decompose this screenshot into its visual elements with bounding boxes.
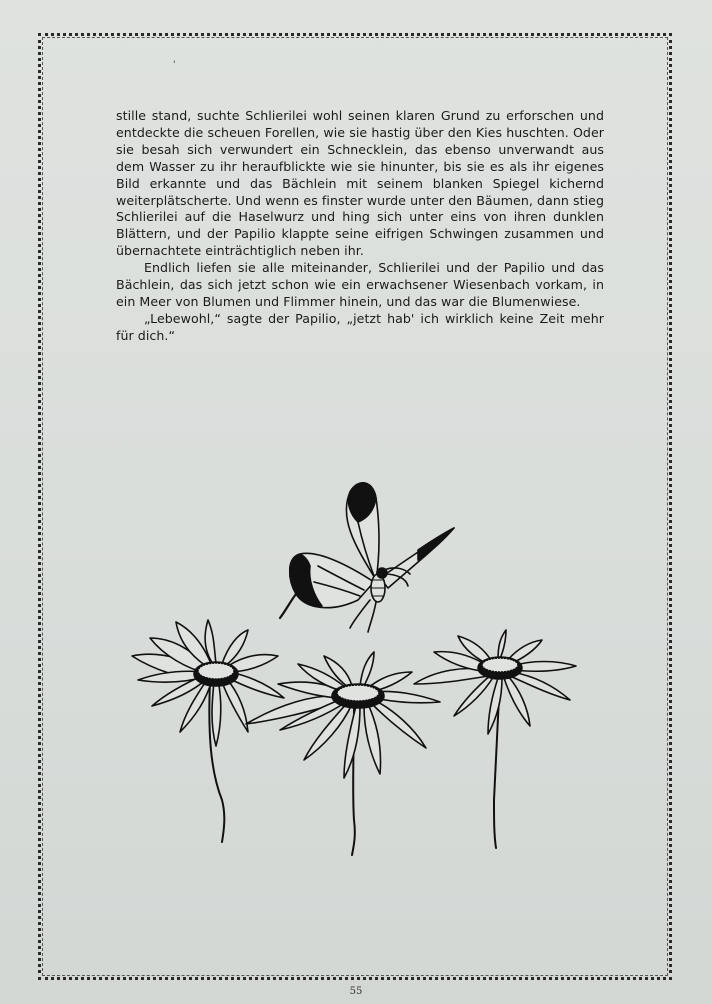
page-number: 55 (349, 986, 363, 997)
daisy-center-icon (246, 652, 440, 855)
stray-mark: ' (173, 60, 176, 70)
butterfly-daisies-illustration (118, 470, 598, 870)
story-text (116, 108, 604, 345)
butterfly-icon (280, 483, 454, 632)
paragraph-1: stille stand, suchte Schlierilei wohl seinen klaren Grund zu erforschen und entdeckte die scheuen Forellen, wie sie hastig über den Kies huschten. Oder sie besah sich verwundert ein Schnecklein, das ebenso unverwandt aus dem Wasser zu ihr heraufblickte wie sie hinunter, bis sie es als ihr eigenes Bild erkannte und das Bächlein mit seinem blanken Spiegel kichernd weiterplätscherte. Und wenn es finster wurde unter den Bäumen, dann stieg Schlierilei auf die Haselwurz und hing sich unter eins von ihren dunklen Blättern, und der Papilio klappte seine eifrigen Schwingen zusammen und übernachtete einträchtiglich neben ihr. (116, 108, 604, 259)
daisy-left-icon (132, 620, 284, 842)
paragraph-3: „Lebewohl,“ sagte der Papilio, „jetzt hab' ich wirklich keine Zeit mehr für dich.“ (116, 310, 604, 343)
daisy-right-icon (414, 630, 576, 848)
paragraph-2: Endlich liefen sie alle miteinander, Schlierilei und der Papilio und das Bächlein, das sich jetzt schon wie ein erwachsener Wiesenbach vorkam, in ein Meer von Blumen und Flimmer hinein, und das war die Blumenwiese. (116, 260, 604, 309)
